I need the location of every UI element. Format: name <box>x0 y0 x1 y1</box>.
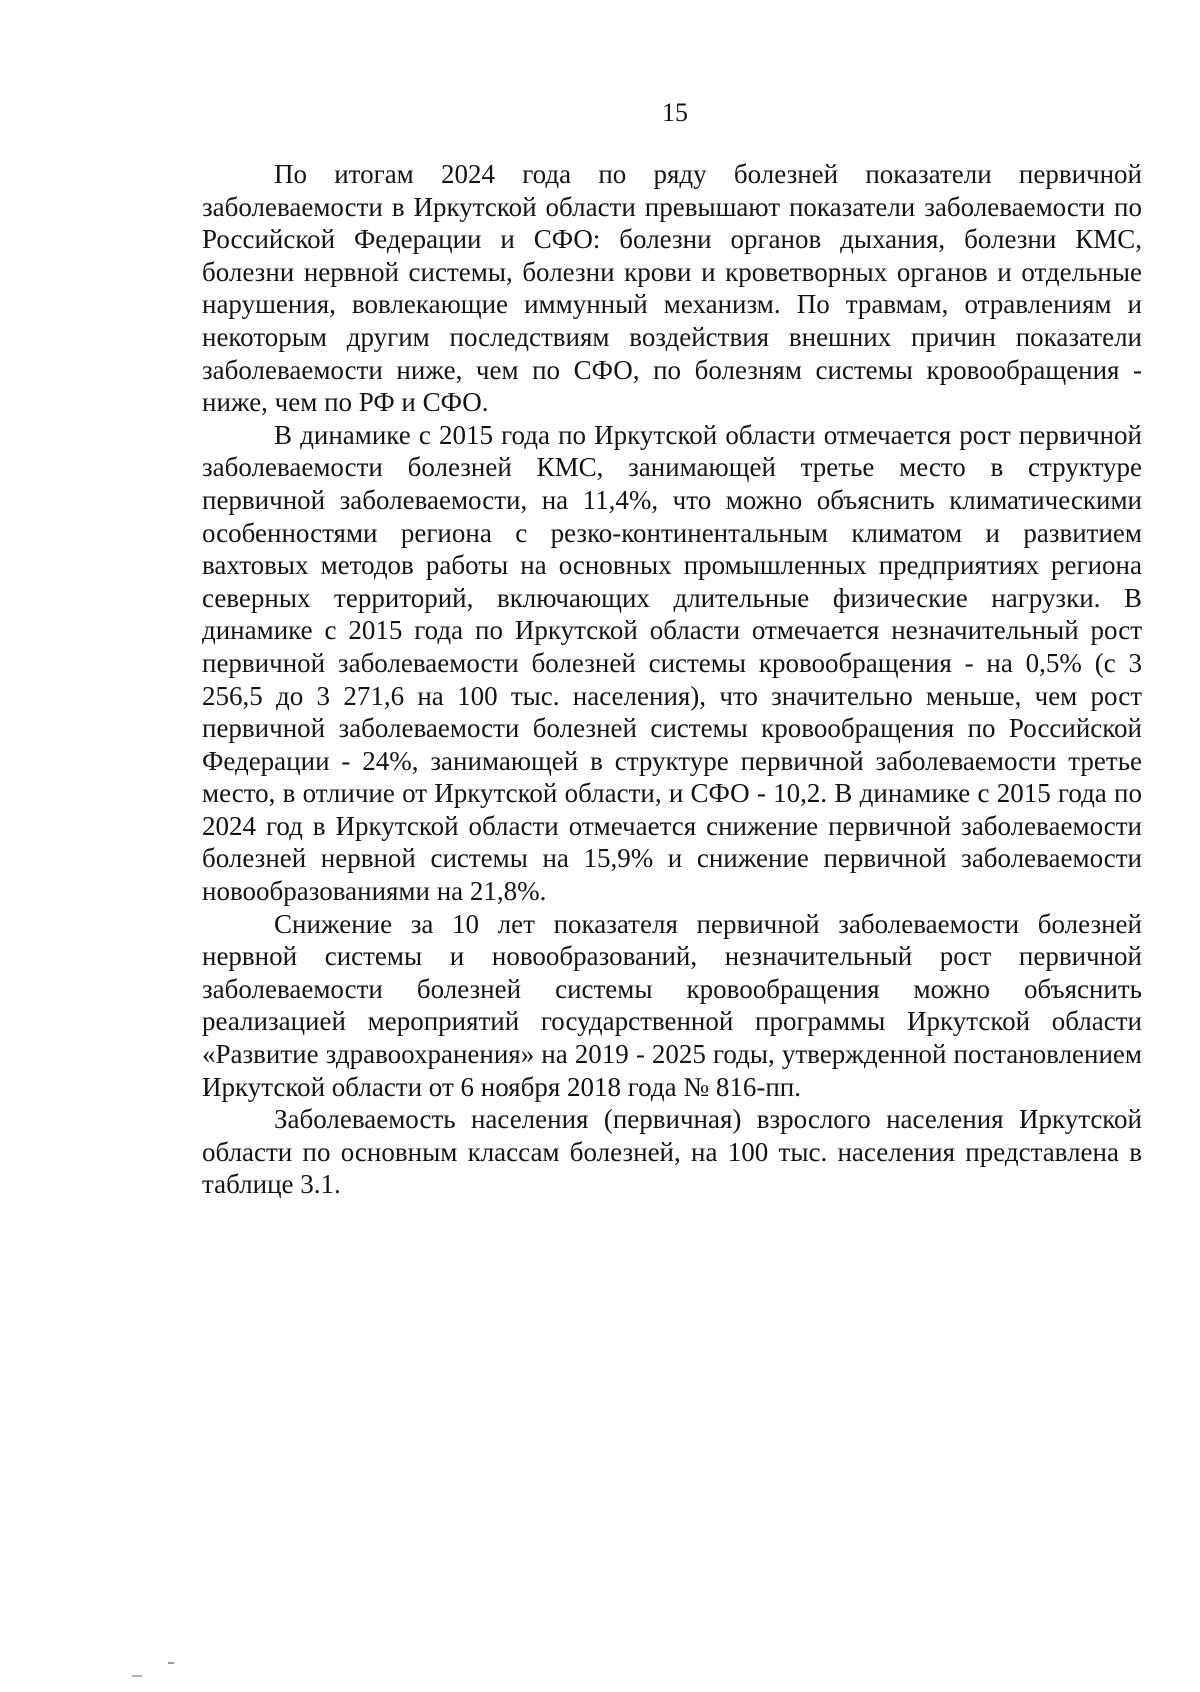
page-number: 15 <box>662 98 688 127</box>
paragraph-primary-morbidity-2024: По итогам 2024 года по ряду болезней показатели первичной заболеваемости в Иркутской области превышают показатели заболеваемости по Российской Федерации и СФО: болезни органов дыхания, болезни КМС, болезни нервной системы, болезни крови и кроветворных органов и отдельные нарушения, вовлекающие иммунный механизм. По травмам, отравлениям и некоторым другим последствиям воздействия внешних причин показатели заболеваемости ниже, чем по СФО, по болезням системы кровообращения - ниже, чем по РФ и СФО. <box>202 159 1142 418</box>
scan-artifact <box>132 1675 142 1677</box>
paragraph-dynamics-since-2015: В динамике с 2015 года по Иркутской области отмечается рост первичной заболеваемости болезней КМС, занимающей третье место в структуре первичной заболеваемости, на 11,4%, что можно объяснить климатическими особенностями региона с резко-континентальным климатом и развитием вахтовых методов работы на основных промышленных предприятиях региона северных территорий, включающих длительные физические нагрузки. В динамике с 2015 года по Иркутской области отмечается незначительный рост первичной заболеваемости болезней системы кровообращения - на 0,5% (с 3 256,5 до 3 271,6 на 100 тыс. населения), что значительно меньше, чем рост первичной заболеваемости болезней системы кровообращения по Российской Федерации - 24%, занимающей в структуре первичной заболеваемости третье место, в отличие от Иркутской области, и СФО - 10,2. В динамике с 2015 года по 2024 год в Иркутской области отмечается снижение первичной заболеваемости болезней нервной системы на 15,9% и снижение первичной заболеваемости новообразованиями на 21,8%. <box>202 419 1142 907</box>
paragraph-ten-year-decline: Снижение за 10 лет показателя первичной заболеваемости болезней нервной системы и новообразований, незначительный рост первичной заболеваемости болезней системы кровообращения можно объяснить реализацией мероприятий государственной программы Иркутской области «Развитие здравоохранения» на 2019 - 2025 годы, утвержденной постановлением Иркутской области от 6 ноября 2018 года № 816-пп. <box>202 908 1142 1102</box>
document-body <box>202 158 1142 1201</box>
scan-artifact <box>168 1662 174 1664</box>
paragraph-table-reference: Заболеваемость населения (первичная) взрослого населения Иркутской области по основным классам болезней, на 100 тыс. населения представлена в таблице 3.1. <box>202 1104 1142 1200</box>
